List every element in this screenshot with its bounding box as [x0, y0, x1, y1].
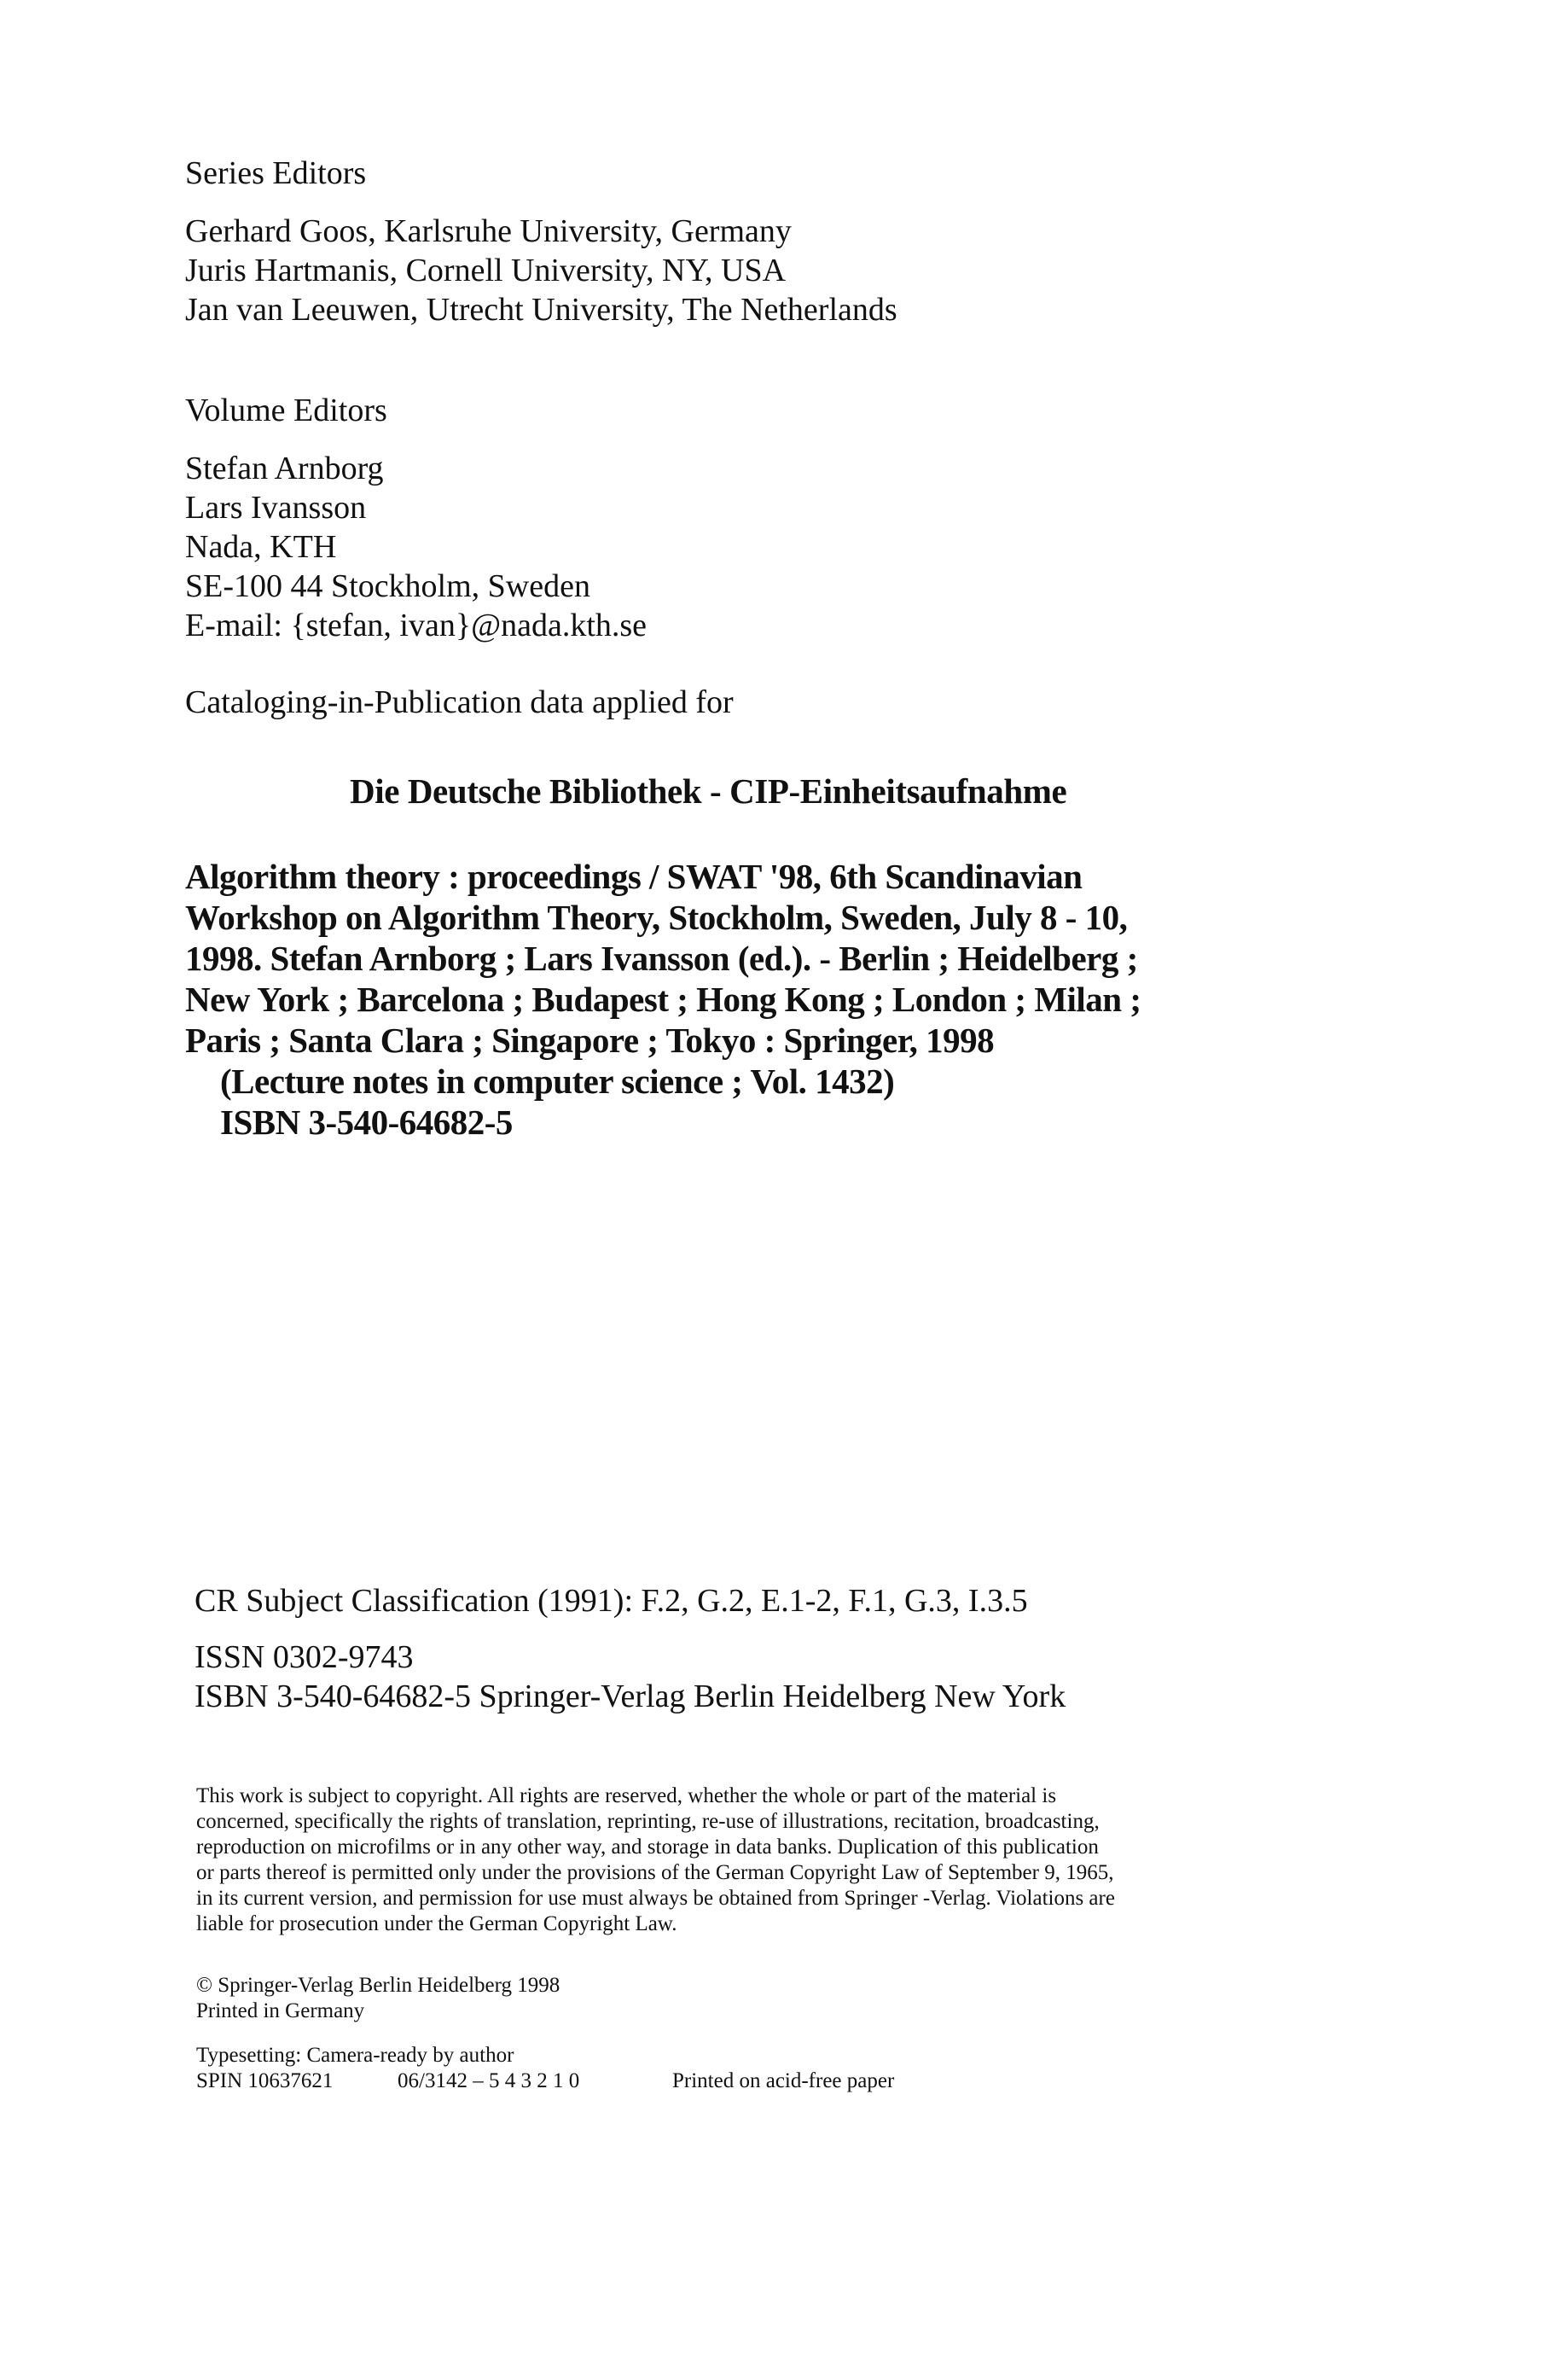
volume-editor-email: E-mail: {stefan, ivan}@nada.kth.se	[185, 608, 648, 643]
publisher-block	[196, 1973, 894, 2094]
publisher-copyright: © Springer-Verlag Berlin Heidelberg 1998	[196, 1974, 560, 1997]
spin-number: SPIN 10637621	[196, 2069, 334, 2092]
series-editors-heading: Series Editors	[185, 155, 367, 191]
cip-note-text: Cataloging-in-Publication data applied for	[185, 684, 734, 720]
cip-heading	[350, 770, 1066, 812]
spin-line	[196, 2068, 894, 2094]
copyright-line: or parts thereof is permitted only under the provisions of the German Copyright Law of September 9, 1965,	[196, 1861, 1114, 1884]
series-editor-line: Juris Hartmanis, Cornell University, NY, USA	[185, 253, 787, 288]
issn: ISSN 0302-9743	[195, 1639, 414, 1675]
catalog-line: Paris ; Santa Clara ; Singapore ; Tokyo : Springer, 1998	[185, 1021, 995, 1060]
copyright-line: This work is subject to copyright. All rights are reserved, whether the whole or part of the material is	[196, 1784, 1057, 1807]
isbn: ISBN 3-540-64682-5 Springer-Verlag Berlin Heidelberg New York	[195, 1679, 1066, 1714]
volume-editors-block	[185, 391, 647, 645]
print-code: 06/3142 – 5 4 3 2 1 0	[398, 2069, 580, 2092]
catalog-line: New York ; Barcelona ; Budapest ; Hong Kong ; London ; Milan ;	[185, 980, 1141, 1019]
volume-editor-line: Nada, KTH	[185, 529, 337, 565]
acid-free-note: Printed on acid-free paper	[672, 2069, 895, 2092]
volume-editors-heading: Volume Editors	[185, 393, 387, 428]
catalog-entry	[185, 856, 1141, 1143]
catalog-line	[185, 856, 1141, 897]
volume-editor-line: Lars Ivansson	[185, 490, 367, 526]
catalog-series-note: (Lecture notes in computer science ; Vol. 1432)	[220, 1062, 895, 1101]
copyright-notice	[196, 1783, 1331, 1937]
cr-subject-classification: CR Subject Classification (1991): F.2, G.2, E.1-2, F.1, G.3, I.3.5	[195, 1583, 1028, 1619]
catalog-isbn: ISBN 3-540-64682-5	[220, 1103, 513, 1142]
series-editor-line: Gerhard Goos, Karlsruhe University, Germany	[185, 213, 792, 249]
catalog-line: 1998. Stefan Arnborg ; Lars Ivansson (ed.). - Berlin ; Heidelberg ;	[185, 939, 1138, 978]
catalog-line-text: : proceedings / SWAT '98, 6th Scandinavian	[439, 857, 1083, 896]
volume-editor-line: SE-100 44 Stockholm, Sweden	[185, 568, 590, 604]
printed-in: Printed in Germany	[196, 1999, 365, 2022]
cip-heading-text: Die Deutsche Bibliothek - CIP-Einheitsaufnahme	[350, 771, 1067, 811]
copyright-line: concerned, specifically the rights of translation, reprinting, re-use of illustrations, recitation, broadcasting,	[196, 1810, 1100, 1833]
cip-note	[185, 683, 734, 722]
series-editor-line: Jan van Leeuwen, Utrecht University, The Netherlands	[185, 292, 897, 328]
catalog-title-lead: Algorithm theory	[185, 857, 440, 896]
catalog-line: Workshop on Algorithm Theory, Stockholm, Sweden, July 8 - 10,	[185, 898, 1128, 937]
copyright-line: in its current version, and permission for use must always be obtained from Springer -Verlag. Violations are	[196, 1887, 1115, 1910]
copyright-line: reproduction on microfilms or in any other way, and storage in data banks. Duplication of this publication	[196, 1836, 1099, 1859]
series-editors-block	[185, 154, 897, 329]
classification-block	[195, 1581, 1066, 1716]
volume-editor-line: Stefan Arnborg	[185, 451, 384, 486]
copyright-line: liable for prosecution under the German Copyright Law.	[196, 1912, 677, 1935]
typesetting-note: Typesetting: Camera-ready by author	[196, 2044, 514, 2067]
